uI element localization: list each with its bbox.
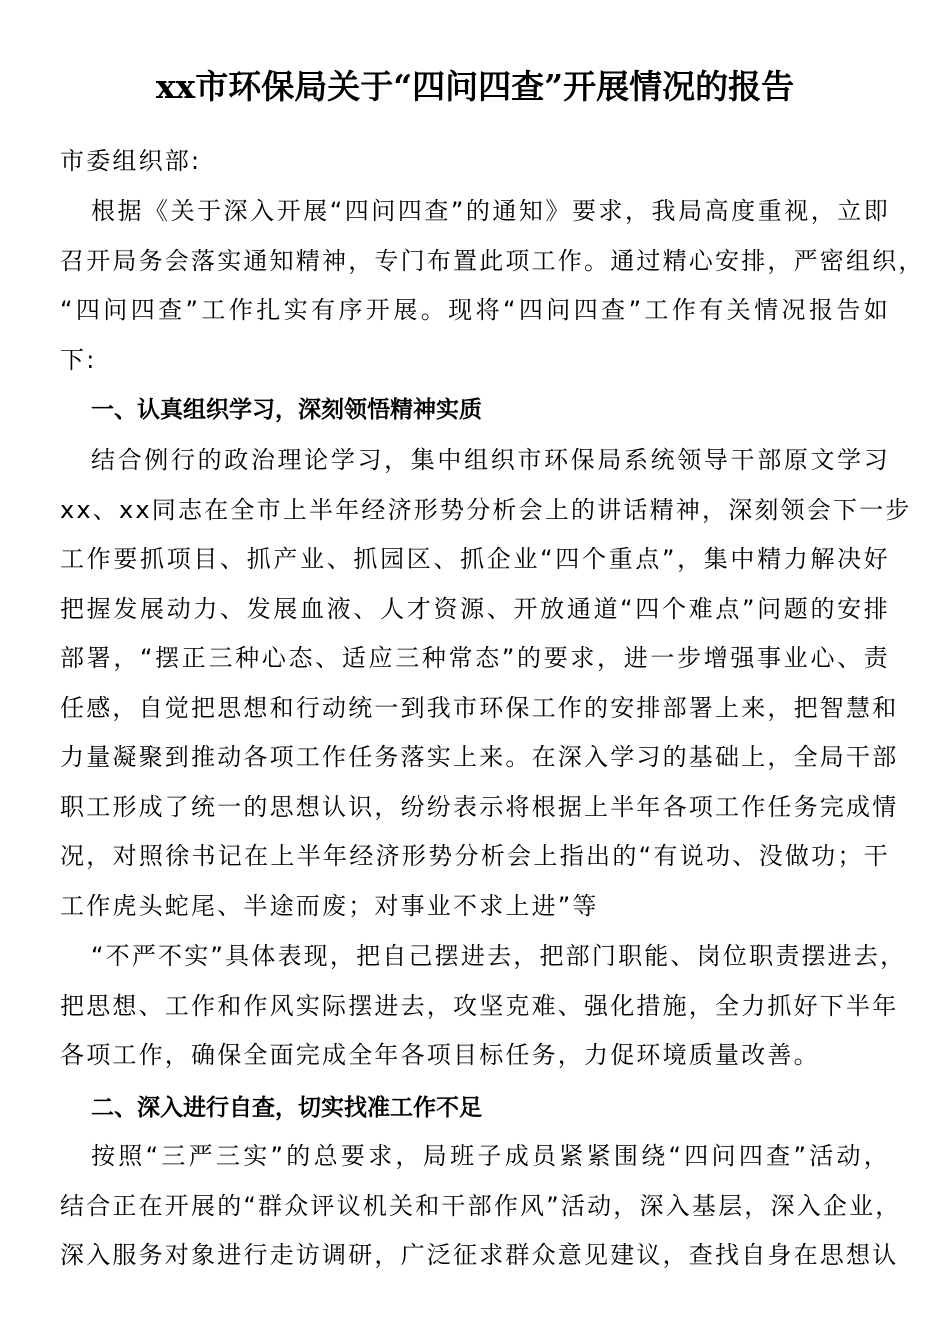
intro-line-3: “四问四查”工作扎实有序开展。现将“四问四查”工作有关情况报告如: [60, 296, 890, 324]
section-1-line-4: 把握发展动力、发展血液、人才资源、开放通道“四个难点”问题的安排: [60, 594, 890, 623]
section-1-p2-line-2: 把思想、工作和作风实际摆进去，攻坚克难、强化措施，全力抓好下半年: [60, 991, 899, 1020]
section-1-line-9: 况，对照徐书记在上半年经济形势分析会上指出的“有说功、没做功；干: [60, 842, 890, 870]
section-1-p2-line-1: “不严不实”具体表现，把自己摆进去，把部门职能、岗位职责摆进去，: [91, 942, 907, 970]
section-2-line-1: 按照“三严三实”的总要求，局班子成员紧紧围绕“四问四查”活动，: [91, 1142, 890, 1170]
section-1-line-6: 任感，自觉把思想和行动统一到我市环保工作的安排部署上来，把智慧和: [60, 693, 899, 722]
intro-paragraph: [60, 187, 925, 385]
section-1-p2-line-3: 各项工作，确保全面完成全年各项目标任务，力促环境质量改善。: [60, 1041, 820, 1069]
intro-line-2: 召开局务会落实通知精神，专门布置此项工作。通过精心安排，严密组织，: [60, 246, 925, 275]
salutation: 市委组织部:: [60, 147, 202, 175]
section-1-line-7: 力量凝聚到推动各项工作任务落实上来。在深入学习的基础上，全局干部: [60, 743, 899, 771]
section-1-paragraph-2: [60, 932, 907, 1081]
section-1-heading: 一、认真组织学习，深刻领悟精神实质: [91, 397, 482, 423]
section-1-line-3: 工作要抓项目、抓产业、抓园区、抓企业“四个重点”，集中精力解决好: [60, 545, 890, 573]
section-2-heading: 二、深入进行自查，切实找准工作不足: [91, 1095, 482, 1121]
section-1-paragraph-1: [60, 436, 912, 931]
section-1-line-10: 工作虎头蛇尾、半途而废；对事业不求上进”等: [60, 891, 599, 920]
section-1-line-1: 结合例行的政治理论学习，集中组织市环保局系统领导干部原文学习: [91, 446, 890, 474]
section-2-paragraph-1: [60, 1132, 902, 1281]
section-2-line-2: 结合正在开展的“群众评议机关和干部作风”活动，深入基层，深入企业，: [60, 1191, 902, 1220]
intro-line-4: 下:: [60, 345, 97, 374]
section-2-line-3: 深入服务对象进行走访调研，广泛征求群众意见建议，查找自身在思想认: [60, 1241, 899, 1269]
section-1-line-8: 职工形成了统一的思想认识，纷纷表示将根据上半年各项工作任务完成情: [60, 792, 899, 821]
document-title: xx市环保局关于“四问四查”开展情况的报告: [155, 67, 795, 106]
section-1-line-2: xx、xx同志在全市上半年经济形势分析会上的讲话精神，深刻领会下一步: [60, 495, 912, 524]
section-1-line-5: 部署，“摆正三种心态、适应三种常态”的要求，进一步增强事业心、责: [60, 644, 890, 672]
intro-line-1: 根据《关于深入开展“四问四查”的通知》要求，我局高度重视，立即: [91, 197, 890, 225]
